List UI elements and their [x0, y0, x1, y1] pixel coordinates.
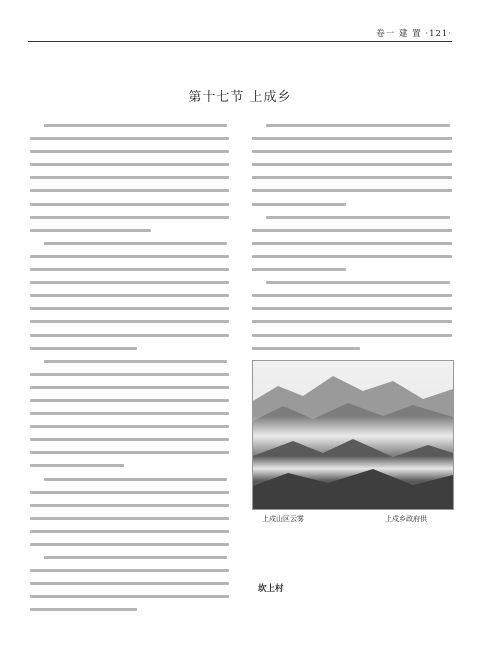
text-line [30, 530, 229, 533]
text-line [30, 517, 229, 520]
text-line [252, 163, 452, 166]
text-line [30, 176, 229, 179]
text-line [266, 124, 450, 127]
text-line [252, 189, 452, 192]
text-line [252, 320, 452, 323]
text-line [44, 556, 227, 559]
subsection-heading: 坎上村 [258, 584, 284, 594]
text-line [30, 412, 229, 415]
text-line [252, 137, 452, 140]
photo-caption-left: 上戍山区云雾 [262, 515, 304, 523]
text-line [30, 491, 229, 494]
running-header: 卷一 建 置 ·121· [376, 29, 452, 39]
header-rule [28, 41, 452, 42]
text-line [30, 294, 229, 297]
text-line [30, 189, 229, 192]
text-line [252, 334, 452, 337]
text-line [44, 360, 227, 363]
text-line [30, 569, 229, 572]
photo-caption-right: 上戍乡政府供 [385, 515, 427, 523]
text-line [30, 438, 229, 441]
text-line [252, 176, 452, 179]
text-line [252, 150, 452, 153]
landscape-photo [252, 360, 454, 510]
text-line [266, 216, 450, 219]
text-line [30, 307, 229, 310]
text-line [30, 425, 229, 428]
text-line [252, 242, 452, 245]
text-line [30, 543, 229, 546]
text-line [30, 137, 229, 140]
text-line [252, 307, 452, 310]
text-line [30, 150, 229, 153]
text-line [30, 216, 229, 219]
text-line [30, 255, 229, 258]
text-line [30, 399, 229, 402]
text-line [30, 347, 137, 350]
text-line [266, 281, 450, 284]
text-line [30, 334, 229, 337]
text-line [252, 229, 452, 232]
left-column [30, 124, 229, 622]
text-line [252, 203, 346, 206]
text-line [252, 347, 360, 350]
text-line [30, 320, 229, 323]
text-line [30, 451, 229, 454]
text-line [252, 255, 452, 258]
text-line [252, 294, 452, 297]
text-line [30, 229, 151, 232]
text-line [30, 268, 229, 271]
right-column [252, 124, 452, 360]
text-line [30, 464, 124, 467]
text-line [44, 242, 227, 245]
text-line [30, 582, 229, 585]
text-line [30, 386, 229, 389]
text-line [30, 373, 229, 376]
text-line [30, 163, 229, 166]
text-line [30, 595, 229, 598]
text-line [30, 203, 229, 206]
text-line [252, 268, 346, 271]
text-line [30, 608, 137, 611]
text-line [44, 124, 227, 127]
text-line [44, 478, 227, 481]
text-line [30, 281, 229, 284]
text-line [30, 504, 229, 507]
section-title: 第十七节 上成乡 [188, 90, 292, 105]
